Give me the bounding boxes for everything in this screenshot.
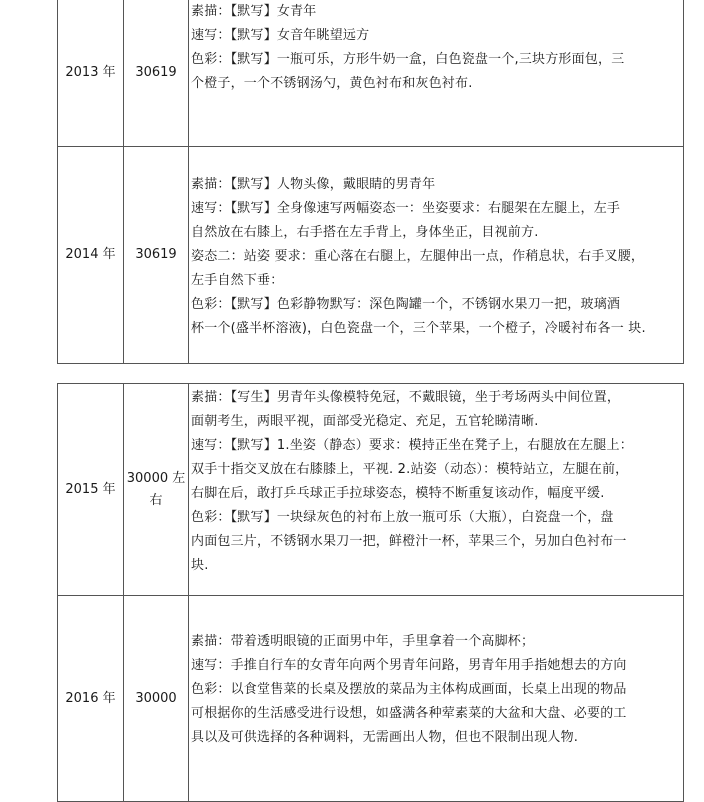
exam-table-bottom [57, 383, 684, 802]
count-cell: 30619 [124, 147, 189, 364]
description-line: 色彩：【默写】一瓶可乐，方形牛奶一盒，白色瓷盘一个,三块方形面包，三 [191, 52, 625, 67]
description-cell [189, 384, 684, 596]
description-line: 速写：手推自行车的女青年向两个男青年问路，男青年用手指她想去的方向 [191, 658, 627, 673]
exam-table-top [57, 0, 684, 364]
description-line: 速写：【默写】女音年眺望远方 [191, 28, 370, 43]
table-row [58, 0, 684, 147]
table-row [58, 147, 684, 364]
description-cell [189, 0, 684, 147]
description-line: 色彩：以食堂售菜的长桌及摆放的菜品为主体构成画面，长桌上出现的物品 [191, 682, 627, 697]
year-cell: 2014 年 [58, 147, 124, 364]
description-cell [189, 596, 684, 802]
count-cell: 30000 左右 [124, 384, 189, 596]
description-cell [189, 147, 684, 364]
description-line: 内面包三片，不锈钢水果刀一把，鲜橙汁一杯，苹果三个，另加白色衬布一 [191, 534, 627, 549]
description-line: 色彩：【默写】色彩静物默写：深色陶罐一个，不锈钢水果刀一把，玻璃酒 [191, 297, 621, 312]
description-line: 块. [191, 558, 209, 573]
description-line: 素描：带着透明眼镜的正面男中年，手里拿着一个高脚杯； [191, 634, 535, 649]
description-line: 素描：【默写】人物头像，戴眼睛的男青年 [191, 177, 436, 192]
year-cell: 2016 年 [58, 596, 124, 802]
description-line: 素描：【写生】男青年头像模特免冠，不戴眼镜，坐于考场两头中间位置， [191, 390, 621, 405]
description-line: 双手十指交叉放在右膝膝上，平视. 2.站姿（动态）：模特站立，左腿在前， [191, 462, 629, 477]
description-line: 杯一个(盛半杯溶液)，白色瓷盘一个，三个苹果，一个橙子，冷暖衬布各一 块. [191, 321, 646, 336]
description-line: 面朝考生，两眼平视，面部受光稳定、充足，五官轮睇清晰. [191, 414, 539, 429]
table-row [58, 596, 684, 802]
description-line: 左手自然下垂： [191, 273, 284, 288]
count-cell: 30619 [124, 0, 189, 147]
year-cell: 2013 年 [58, 0, 124, 147]
description-line: 可根据你的生活感受进行设想，如盛满各种荤素菜的大盆和大盘、必要的工 [191, 706, 627, 721]
description-line: 速写：【默写】全身像速写两幅姿态一：坐姿要求：右腿架在左腿上，左手 [191, 201, 621, 216]
description-line: 自然放在右膝上，右手搭在左手背上，身体坐正，目视前方. [191, 225, 539, 240]
description-line: 素描：【默写】女青年 [191, 4, 317, 19]
description-line: 姿态二：站姿 要求：重心落在右腿上，左腿伸出一点，作稍息状，右手叉腰， [191, 249, 645, 264]
description-line: 速写：【默写】1.坐姿（静态）要求：模持正坐在凳子上，右腿放在左腿上： [191, 438, 633, 453]
description-line: 具以及可供选择的各种调料，无需画出人物，但也不限制出现人物. [191, 730, 579, 745]
table-row [58, 384, 684, 596]
year-cell: 2015 年 [58, 384, 124, 596]
description-line: 个橙子，一个不锈钢汤勺，黄色衬布和灰色衬布. [191, 76, 473, 91]
count-cell: 30000 [124, 596, 189, 802]
description-line: 色彩：【默写】一块绿灰色的衬布上放一瓶可乐（大瓶），白瓷盘一个，盘 [191, 510, 614, 525]
description-line: 右脚在后，敢打乒乓球正手拉球姿态，模特不断重复该动作，幅度平缓. [191, 486, 605, 501]
